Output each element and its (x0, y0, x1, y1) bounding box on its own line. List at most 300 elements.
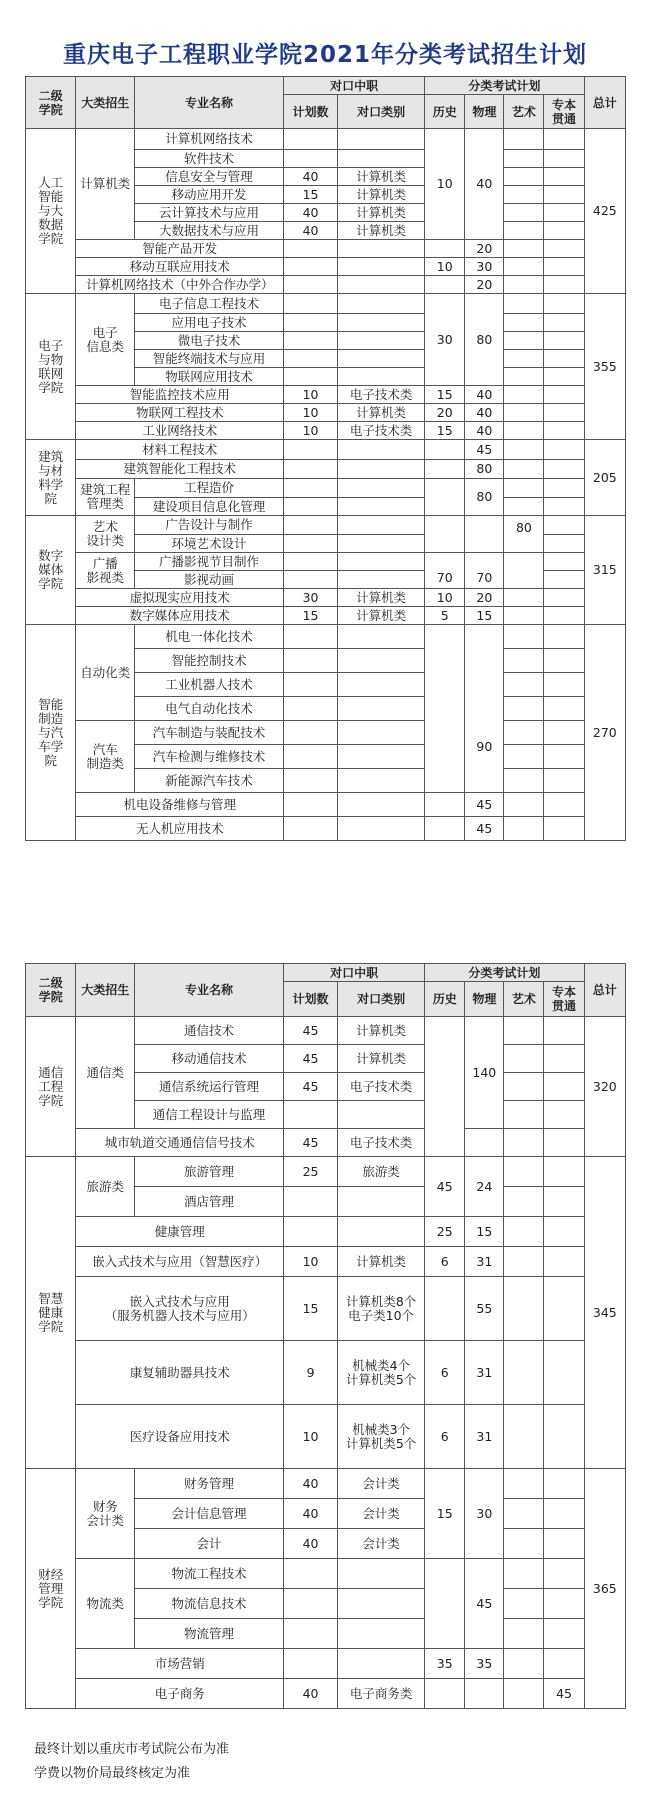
group-comm: 通信类 (76, 1017, 135, 1129)
plan-count: 10 (284, 404, 338, 422)
major-name: 云计算技术与应用 (134, 204, 283, 222)
plan-count: 10 (284, 1405, 338, 1469)
major-name: 计算机网络技术（中外合作办学） (76, 276, 284, 294)
art-value (504, 150, 544, 168)
major-name: 电子商务 (76, 1679, 284, 1709)
art-value (504, 1405, 544, 1469)
college-total: 345 (584, 1157, 625, 1469)
history-value (425, 625, 465, 793)
header-plan-count: 计划数 (284, 95, 338, 129)
zhuanben-value (544, 1247, 584, 1277)
zhuanben-value (544, 516, 584, 535)
zhuanben-value (544, 607, 584, 625)
zhuanben-value (544, 422, 584, 440)
art-value (504, 1101, 544, 1129)
plan-count: 15 (284, 607, 338, 625)
zhuanben-value (544, 721, 584, 745)
vocational-type (338, 793, 425, 817)
art-value (504, 186, 544, 204)
history-value (425, 479, 465, 516)
plan-count: 25 (284, 1157, 338, 1187)
plan-count (284, 1649, 338, 1679)
history-value: 70 (425, 553, 465, 589)
college-ai: 人工 智能 与大 数据 学院 (26, 129, 76, 294)
college-build: 建筑 与材 料学 院 (26, 440, 76, 516)
art-value (504, 607, 544, 625)
header-major: 专业名称 (134, 77, 283, 129)
plan-count (284, 294, 338, 314)
group-art-design: 艺术 设计类 (76, 516, 135, 553)
art-value (504, 1499, 544, 1529)
physics-value: 90 (465, 625, 504, 793)
art-value (504, 697, 544, 721)
major-name: 嵌入式技术与应用 （服务机器人技术与应用） (76, 1277, 284, 1341)
vocational-type (338, 745, 425, 769)
plan-count (284, 793, 338, 817)
header-total: 总计 (584, 77, 625, 129)
plan-count (284, 350, 338, 368)
plan-count (284, 721, 338, 745)
enrollment-table-2 (25, 963, 626, 1709)
major-name: 工程造价 (134, 479, 283, 498)
physics-value: 35 (465, 1649, 504, 1679)
history-value (425, 793, 465, 817)
vocational-type: 电子技术类 (338, 386, 425, 404)
zhuanben-value (544, 535, 584, 553)
zhuanben-value (544, 673, 584, 697)
history-value: 35 (425, 1649, 465, 1679)
art-value (504, 1341, 544, 1405)
art-value (504, 793, 544, 817)
art-value (504, 553, 544, 589)
plan-count (284, 1589, 338, 1619)
major-name: 大数据技术与应用 (134, 222, 283, 240)
plan-count (284, 769, 338, 793)
zhuanben-value (544, 793, 584, 817)
zhuanben-value (544, 498, 584, 516)
zhuanben-value (544, 240, 584, 258)
group-accounting: 财务 会计类 (76, 1469, 135, 1559)
major-name: 计算机网络技术 (134, 129, 283, 150)
vocational-type (338, 697, 425, 721)
college-imc: 智能 制造 与汽 车学 院 (26, 625, 76, 841)
physics-value: 55 (465, 1277, 504, 1341)
plan-count: 40 (284, 222, 338, 240)
zhuanben-value (544, 186, 584, 204)
college-dm: 数字 媒体 学院 (26, 516, 76, 625)
art-value (504, 1469, 544, 1499)
art-value (504, 589, 544, 607)
history-value: 15 (425, 1469, 465, 1559)
zhuanben-value (544, 553, 584, 571)
enrollment-table-1 (25, 76, 626, 841)
major-name: 信息安全与管理 (134, 168, 283, 186)
zhuanben-value (544, 1649, 584, 1679)
major-name: 广播影视节目制作 (134, 553, 283, 571)
plan-count: 10 (284, 1247, 338, 1277)
major-name: 移动通信技术 (134, 1045, 283, 1073)
major-name: 数字媒体应用技术 (76, 607, 284, 625)
vocational-type: 计算机类 (338, 186, 425, 204)
zhuanben-value (544, 697, 584, 721)
vocational-type (338, 1589, 425, 1619)
physics-value: 15 (465, 607, 504, 625)
zhuanben-value (544, 1157, 584, 1187)
art-value (504, 276, 544, 294)
plan-count: 40 (284, 1679, 338, 1709)
zhuanben-value (544, 1277, 584, 1341)
zhuanben-value (544, 1559, 584, 1589)
art-value (504, 1129, 544, 1157)
plan-count: 45 (284, 1017, 338, 1045)
physics-value: 40 (465, 129, 504, 240)
art-value (504, 129, 544, 150)
history-value: 20 (425, 404, 465, 422)
major-name: 电子信息工程技术 (134, 294, 283, 314)
zhuanben-value (544, 1101, 584, 1129)
major-name: 智能监控技术应用 (76, 386, 284, 404)
vocational-type (338, 649, 425, 673)
header-vocational-type: 对口类别 (338, 95, 425, 129)
major-name: 建筑智能化工程技术 (76, 460, 284, 479)
major-name: 智能产品开发 (76, 240, 284, 258)
art-value (504, 1589, 544, 1619)
physics-value: 40 (465, 404, 504, 422)
art-value (504, 332, 544, 350)
plan-count: 45 (284, 1045, 338, 1073)
vocational-type (338, 516, 425, 535)
header-zhuanben: 专本 贯通 (544, 982, 584, 1017)
major-name: 城市轨道交通通信信号技术 (76, 1129, 284, 1157)
major-name: 移动应用开发 (134, 186, 283, 204)
header-physics: 物理 (465, 982, 504, 1017)
vocational-type: 电子技术类 (338, 1129, 425, 1157)
zhuanben-value (544, 404, 584, 422)
plan-count: 15 (284, 1277, 338, 1341)
art-value (504, 368, 544, 386)
vocational-type (338, 350, 425, 368)
plan-count (284, 258, 338, 276)
zhuanben-value (544, 150, 584, 168)
physics-value: 45 (465, 793, 504, 817)
zhuanben-value (544, 1529, 584, 1559)
zhuanben-value (544, 294, 584, 314)
plan-count (284, 368, 338, 386)
art-value (504, 817, 544, 841)
major-name: 市场营销 (76, 1649, 284, 1679)
physics-value: 20 (465, 240, 504, 258)
college-total: 205 (584, 440, 625, 516)
plan-count (284, 697, 338, 721)
group-auto-mfg: 汽车 制造类 (76, 721, 135, 793)
physics-value: 140 (465, 1017, 504, 1129)
college-total: 315 (584, 516, 625, 625)
vocational-type: 电子商务类 (338, 1679, 425, 1709)
zhuanben-value (544, 222, 584, 240)
history-value (425, 817, 465, 841)
zhuanben-value (544, 276, 584, 294)
vocational-type (338, 1619, 425, 1649)
history-value: 30 (425, 294, 465, 386)
vocational-type (338, 1101, 425, 1129)
header-zhuanben: 专本 贯通 (544, 95, 584, 129)
zhuanben-value (544, 479, 584, 498)
zhuanben-value (544, 625, 584, 649)
physics-value: 80 (465, 479, 504, 516)
plan-count: 40 (284, 168, 338, 186)
vocational-type (338, 498, 425, 516)
header-vocational: 对口中职 (284, 77, 425, 95)
college-total: 320 (584, 1017, 625, 1157)
history-value: 25 (425, 1217, 465, 1247)
major-name: 智能终端技术与应用 (134, 350, 283, 368)
major-name: 广告设计与制作 (134, 516, 283, 535)
header-physics: 物理 (465, 95, 504, 129)
header-college: 二级 学院 (26, 964, 76, 1017)
major-name: 财务管理 (134, 1469, 283, 1499)
major-name: 无人机应用技术 (76, 817, 284, 841)
group-broadcast: 广播 影视类 (76, 553, 135, 589)
zhuanben-value (544, 1469, 584, 1499)
major-name: 材料工程技术 (76, 440, 284, 460)
plan-count: 40 (284, 1469, 338, 1499)
header-total: 总计 (584, 964, 625, 1017)
plan-count (284, 516, 338, 535)
vocational-type (338, 673, 425, 697)
plan-count: 40 (284, 1529, 338, 1559)
vocational-type (338, 571, 425, 589)
history-value (425, 276, 465, 294)
art-value: 80 (504, 516, 544, 553)
group-computer: 计算机类 (76, 129, 135, 240)
major-name: 电气自动化技术 (134, 697, 283, 721)
art-value (504, 1247, 544, 1277)
major-name: 医疗设备应用技术 (76, 1405, 284, 1469)
art-value (504, 222, 544, 240)
major-name: 物联网工程技术 (76, 404, 284, 422)
vocational-type: 会计类 (338, 1529, 425, 1559)
zhuanben-value (544, 589, 584, 607)
plan-count (284, 314, 338, 332)
plan-count (284, 479, 338, 498)
vocational-type (338, 535, 425, 553)
vocational-type (338, 332, 425, 350)
group-logistics: 物流类 (76, 1559, 135, 1649)
history-value: 10 (425, 258, 465, 276)
major-name: 物流管理 (134, 1619, 283, 1649)
zhuanben-value (544, 1045, 584, 1073)
plan-count (284, 745, 338, 769)
zhuanben-value (544, 350, 584, 368)
vocational-type (338, 1187, 425, 1217)
major-name: 应用电子技术 (134, 314, 283, 332)
zhuanben-value (544, 1129, 584, 1157)
major-name: 通信技术 (134, 1017, 283, 1045)
physics-value: 15 (465, 1217, 504, 1247)
vocational-type: 电子技术类 (338, 422, 425, 440)
plan-count (284, 625, 338, 649)
major-name: 机电一体化技术 (134, 625, 283, 649)
physics-value: 70 (465, 553, 504, 589)
history-value (425, 1679, 465, 1709)
art-value (504, 1073, 544, 1101)
plan-count (284, 1559, 338, 1589)
history-value (425, 1559, 465, 1649)
physics-value (465, 516, 504, 553)
art-value (504, 1045, 544, 1073)
vocational-type (338, 460, 425, 479)
physics-value: 31 (465, 1341, 504, 1405)
history-value (425, 440, 465, 460)
art-value (504, 649, 544, 673)
vocational-type (338, 258, 425, 276)
physics-value: 40 (465, 386, 504, 404)
vocational-type: 计算机类 (338, 1017, 425, 1045)
page-title: 重庆电子工程职业学院2021年分类考试招生计划 (62, 42, 587, 68)
vocational-type (338, 368, 425, 386)
college-total: 365 (584, 1469, 625, 1709)
major-name: 嵌入式技术与应用（智慧医疗） (76, 1247, 284, 1277)
plan-count: 30 (284, 589, 338, 607)
zhuanben-value (544, 460, 584, 479)
vocational-type: 计算机类 (338, 1247, 425, 1277)
history-value (425, 240, 465, 258)
header-category: 大类招生 (76, 964, 135, 1017)
art-value (504, 625, 544, 649)
art-value (504, 1187, 544, 1217)
vocational-type: 旅游类 (338, 1157, 425, 1187)
header-art: 艺术 (504, 95, 544, 129)
art-value (504, 498, 544, 516)
physics-value: 45 (465, 440, 504, 460)
major-name: 物联网应用技术 (134, 368, 283, 386)
plan-count: 10 (284, 422, 338, 440)
zhuanben-value (544, 1619, 584, 1649)
major-name: 通信系统运行管理 (134, 1073, 283, 1101)
plan-count (284, 553, 338, 571)
vocational-type (338, 1649, 425, 1679)
vocational-type (338, 817, 425, 841)
physics-value: 31 (465, 1247, 504, 1277)
plan-count (284, 498, 338, 516)
history-value (425, 516, 465, 553)
art-value (504, 1649, 544, 1679)
vocational-type: 计算机类8个 电子类10个 (338, 1277, 425, 1341)
vocational-type: 机械类4个 计算机类5个 (338, 1341, 425, 1405)
vocational-type (338, 440, 425, 460)
physics-value: 80 (465, 460, 504, 479)
art-value (504, 422, 544, 440)
vocational-type: 计算机类 (338, 168, 425, 186)
art-value (504, 745, 544, 769)
physics-value: 31 (465, 1405, 504, 1469)
zhuanben-value (544, 1017, 584, 1045)
header-art: 艺术 (504, 982, 544, 1017)
vocational-type (338, 769, 425, 793)
history-value (425, 460, 465, 479)
art-value (504, 258, 544, 276)
zhuanben-value (544, 1187, 584, 1217)
major-name: 物流工程技术 (134, 1559, 283, 1589)
art-value (504, 240, 544, 258)
major-name: 软件技术 (134, 150, 283, 168)
plan-count (284, 1101, 338, 1129)
physics-value: 30 (465, 258, 504, 276)
history-value: 15 (425, 386, 465, 404)
vocational-type (338, 721, 425, 745)
vocational-type (338, 1559, 425, 1589)
plan-count: 40 (284, 1499, 338, 1529)
art-value (504, 479, 544, 498)
major-name: 通信工程设计与监理 (134, 1101, 283, 1129)
art-value (504, 386, 544, 404)
major-name: 机电设备维修与管理 (76, 793, 284, 817)
vocational-type: 会计类 (338, 1499, 425, 1529)
college-total: 270 (584, 625, 625, 841)
plan-count: 10 (284, 386, 338, 404)
physics-value (465, 1129, 504, 1157)
group-automation: 自动化类 (76, 625, 135, 721)
vocational-type: 会计类 (338, 1469, 425, 1499)
zhuanben-value (544, 440, 584, 460)
group-travel: 旅游类 (76, 1157, 135, 1217)
art-value (504, 1217, 544, 1247)
history-value: 10 (425, 589, 465, 607)
header-college: 二级 学院 (26, 77, 76, 129)
zhuanben-value (544, 1499, 584, 1529)
zhuanben-value (544, 817, 584, 841)
major-name: 移动互联应用技术 (76, 258, 284, 276)
plan-count (284, 460, 338, 479)
plan-count (284, 332, 338, 350)
zhuanben-value (544, 129, 584, 150)
history-value: 15 (425, 422, 465, 440)
major-name: 工业网络技术 (76, 422, 284, 440)
history-value (425, 1017, 465, 1157)
vocational-type (338, 129, 425, 150)
vocational-type: 电子技术类 (338, 1073, 425, 1101)
header-vocational: 对口中职 (284, 964, 425, 982)
zhuanben-value (544, 1073, 584, 1101)
zhuanben-value (544, 1405, 584, 1469)
college-comm: 通信 工程 学院 (26, 1017, 76, 1157)
vocational-type (338, 314, 425, 332)
footnote-tuition: 学费以物价局最终核定为准 (34, 1766, 191, 1781)
header-vocational-type: 对口类别 (338, 982, 425, 1017)
major-name: 健康管理 (76, 1217, 284, 1247)
college-health: 智慧 健康 学院 (26, 1157, 76, 1469)
art-value (504, 1017, 544, 1045)
major-name: 康复辅助器具技术 (76, 1341, 284, 1405)
header-classified-plan: 分类考试计划 (425, 964, 584, 982)
art-value (504, 204, 544, 222)
major-name: 会计信息管理 (134, 1499, 283, 1529)
vocational-type (338, 1217, 425, 1247)
physics-value: 45 (465, 1559, 504, 1649)
physics-value: 20 (465, 589, 504, 607)
major-name: 旅游管理 (134, 1157, 283, 1187)
major-name: 工业机器人技术 (134, 673, 283, 697)
zhuanben-value (544, 386, 584, 404)
zhuanben-value (544, 314, 584, 332)
art-value (504, 1277, 544, 1341)
history-value: 6 (425, 1247, 465, 1277)
art-value (504, 404, 544, 422)
header-category: 大类招生 (76, 77, 135, 129)
college-eiot: 电子 与物 联网 学院 (26, 294, 76, 440)
plan-count: 40 (284, 204, 338, 222)
vocational-type: 计算机类 (338, 404, 425, 422)
